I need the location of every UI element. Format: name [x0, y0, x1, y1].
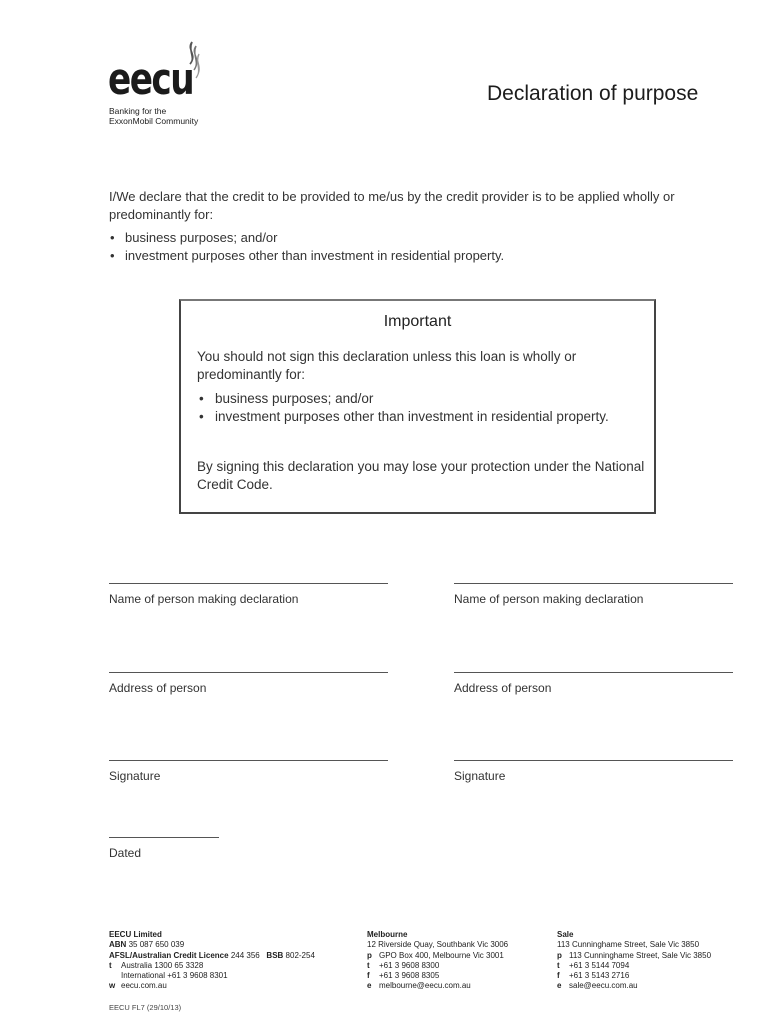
- logo-tagline: Banking for the ExxonMobil Community: [109, 106, 199, 126]
- dated-line[interactable]: [109, 837, 219, 838]
- important-text: You should not sign this declaration unless this loan is wholly or predominantly for:: [197, 349, 577, 382]
- form-code: EECU FL7 (29/10/13): [109, 1003, 182, 1012]
- footer-company: EECU Limited ABN 35 087 650 039 AFSL/Australian Credit Licence 244 356 BSB 802-254 t Australia 1300 65 3328 International +61 3 9608 8301 w eecu.com.au: [109, 930, 315, 991]
- important-warning: By signing this declaration you may lose your protection under the National Credit Code.: [197, 459, 645, 492]
- name-left-line[interactable]: [109, 583, 388, 584]
- name-right-label: Name of person making declaration: [454, 592, 644, 606]
- eecu-logo: [108, 40, 218, 130]
- footer-sale: Sale 113 Cunninghame Street, Sale Vic 3850 p 113 Cunninghame Street, Sale Vic 3850 t +61 3 5144 7094 f +61 3 5143 2716 e sale@eecu.com.au: [557, 930, 712, 991]
- web-link[interactable]: eecu.com.au: [121, 981, 167, 991]
- intro-text: I/We declare that the credit to be provided to me/us by the credit provider is to be applied wholly or predominantly for:: [109, 189, 675, 222]
- logo-wordmark: eecu: [108, 54, 194, 105]
- important-bullets: [197, 390, 637, 425]
- list-item: • investment purposes other than investment in residential property.: [109, 247, 729, 265]
- address-right-label: Address of person: [454, 681, 552, 695]
- footer-melbourne: Melbourne 12 Riverside Quay, Southbank Vic 3006 p GPO Box 400, Melbourne Vic 3001 t +61 3 9608 8300 f +61 3 9608 8305 e melbourne@eecu.com.au: [367, 930, 509, 991]
- address-left-label: Address of person: [109, 681, 207, 695]
- address-left-line[interactable]: [109, 672, 388, 673]
- address-right-line[interactable]: [454, 672, 733, 673]
- name-right-line[interactable]: [454, 583, 733, 584]
- name-left-label: Name of person making declaration: [109, 592, 299, 606]
- signature-right-line[interactable]: [454, 760, 733, 761]
- signature-left-label: Signature: [109, 769, 161, 783]
- signature-right-label: Signature: [454, 769, 506, 783]
- flame-icon: [182, 40, 204, 88]
- list-item: • business purposes; and/or: [109, 229, 729, 247]
- important-notice-box: [179, 299, 656, 514]
- sale-email-link[interactable]: sale@eecu.com.au: [569, 981, 638, 991]
- intro-bullets: [109, 229, 729, 265]
- page-title: Declaration of purpose: [487, 82, 699, 105]
- important-title: Important: [383, 313, 452, 330]
- list-item: • investment purposes other than investment in residential property.: [197, 408, 637, 426]
- dated-label: Dated: [109, 846, 142, 860]
- melbourne-email-link[interactable]: melbourne@eecu.com.au: [379, 981, 471, 991]
- list-item: • business purposes; and/or: [197, 390, 637, 408]
- signature-left-line[interactable]: [109, 760, 388, 761]
